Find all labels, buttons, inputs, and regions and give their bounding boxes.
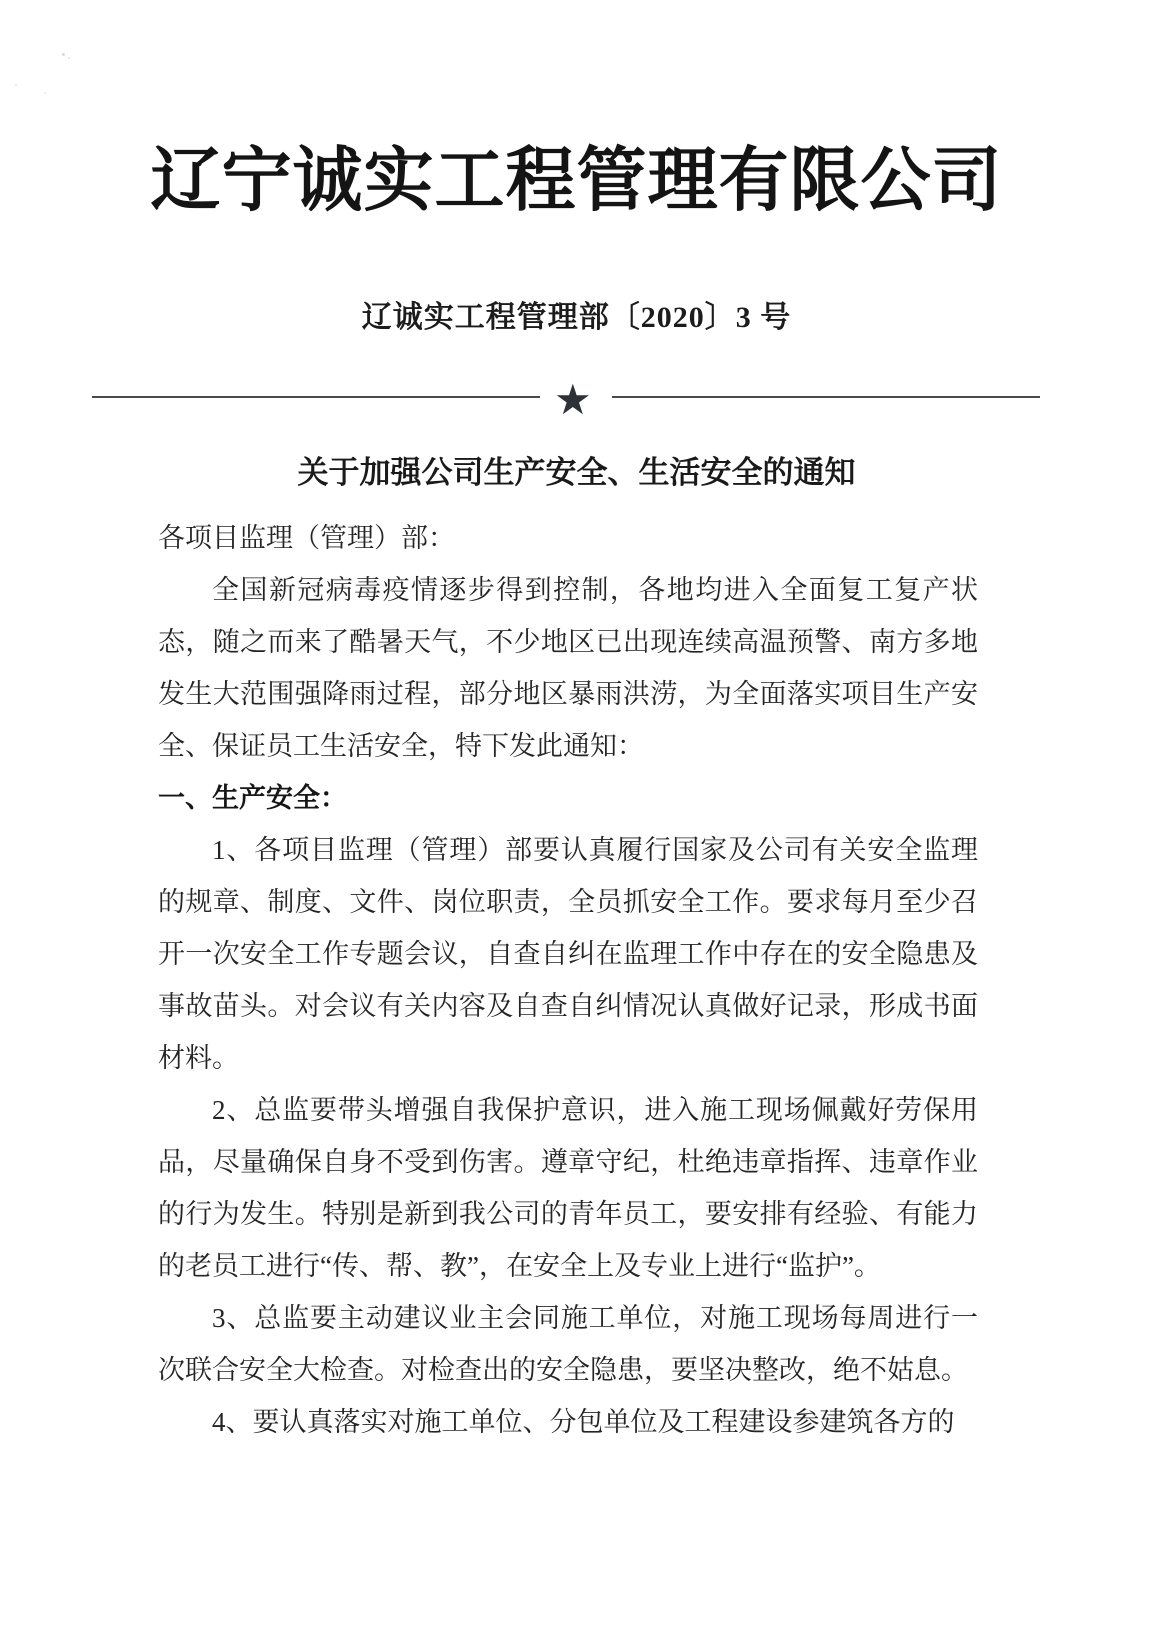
paragraph-item-3: 3、总监要主动建议业主会同施工单位，对施工现场每周进行一次联合安全大检查。对检查出的安全隐患，要坚决整改，绝不姑息。 <box>158 1303 978 1385</box>
paragraph-item-1: 1、各项目监理（管理）部要认真履行国家及公司有关安全监理的规章、制度、文件、岗位职责，全员抓安全工作。要求每月至少召开一次安全工作专题会议，自查自纠在监理工作中存在的安全隐患及事故苗头。对会议有关内容及自查自纠情况认真做好记录，形成书面材料。 <box>158 835 978 1073</box>
scan-speck <box>44 92 46 94</box>
separator-line-left <box>92 396 540 398</box>
letterhead-separator <box>92 374 1040 424</box>
paragraph-intro: 全国新冠病毒疫情逐步得到控制，各地均进入全面复工复产状态，随之而来了酷暑天气，不少地区已出现连续高温预警、南方多地发生大范围强降雨过程，部分地区暴雨洪涝，为全面落实项目生产安全、保证员工生活安全，特下发此通知： <box>158 575 978 761</box>
document-body <box>158 512 978 1448</box>
paragraph-item-4: 4、要认真落实对施工单位、分包单位及工程建设参建筑各方的 <box>212 1407 955 1437</box>
paragraph-item-2: 2、总监要带头增强自我保护意识，进入施工现场佩戴好劳保用品，尽量确保自身不受到伤害。遵章守纪，杜绝违章指挥、违章作业的行为发生。特别是新到我公司的青年员工，要安排有经验、有能力的老员工进行“传、帮、教”，在安全上及专业上进行“监护”。 <box>158 1095 978 1281</box>
star-icon: ★ <box>554 375 592 424</box>
notice-title: 关于加强公司生产安全、生活安全的通知 <box>297 455 856 490</box>
separator-line-right <box>612 396 1040 398</box>
section-heading-production-safety: 一、生产安全： <box>158 783 347 813</box>
company-letterhead-title: 辽宁诚实工程管理有限公司 <box>150 143 1003 220</box>
scan-speck <box>68 57 70 59</box>
scan-speck <box>62 53 65 56</box>
document-number: 辽诚实工程管理部〔2020〕3 号 <box>361 301 792 334</box>
scan-speck <box>15 84 17 86</box>
salutation: 各项目监理（管理）部： <box>158 523 455 553</box>
